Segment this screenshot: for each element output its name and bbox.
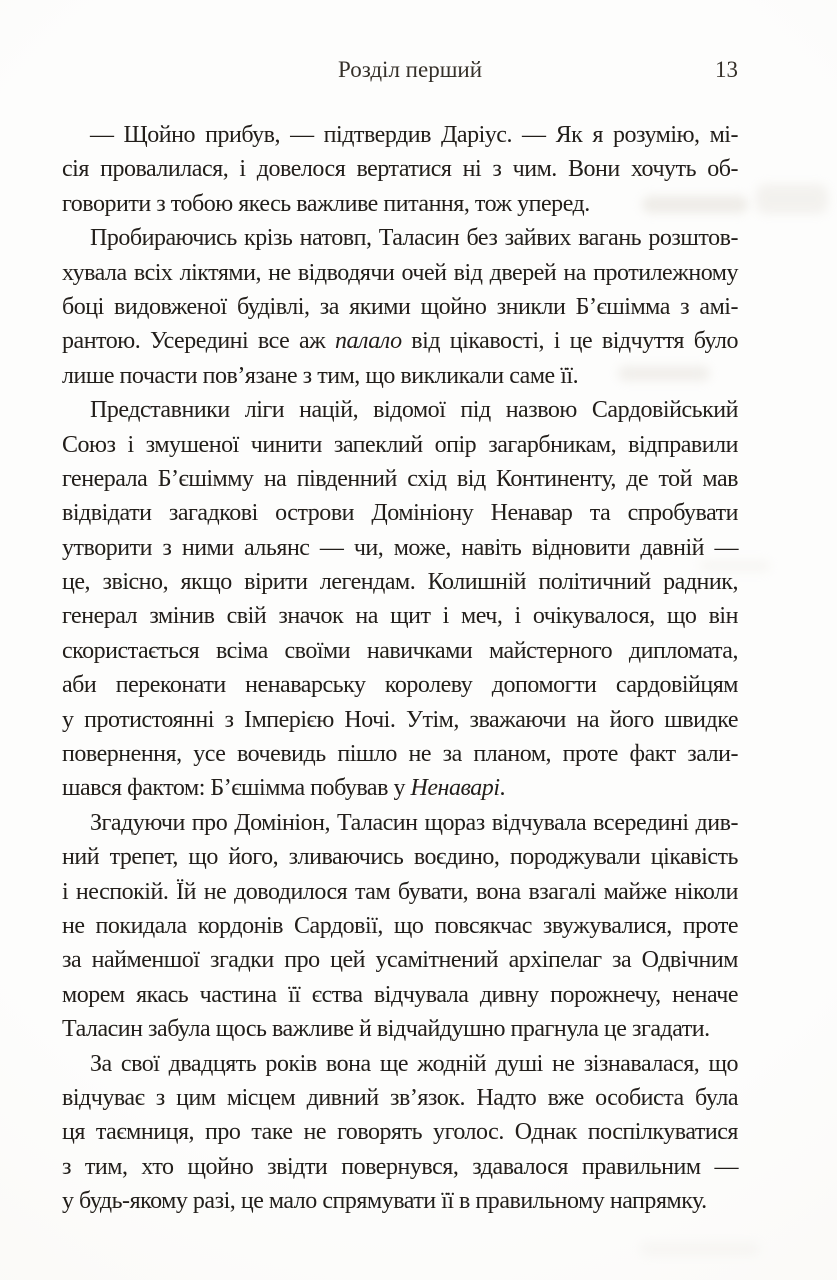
text-line — [62, 1115, 738, 1149]
text-segment: скористається всіма своїми навичками майстерного дипломата, — [62, 637, 738, 664]
scan-bleed-artifact — [756, 184, 828, 214]
text-segment: лише почасти пов’язане з тим, що викликали саме її. — [62, 362, 579, 389]
italic-text: Ненаварі — [410, 775, 500, 802]
text-line — [62, 909, 738, 943]
text-line — [62, 737, 738, 771]
text-line — [62, 359, 738, 393]
text-segment: генерал змінив свій значок на щит і меч, і очікувалося, що він — [62, 603, 738, 630]
text-segment: За свої двадцять років вона ще жодній душі не зізнавалася, що — [90, 1050, 738, 1077]
text-segment: Згадуючи про Домініон, Таласин щораз відчувала всередині див- — [90, 809, 738, 836]
text-segment: ний трепет, що його, зливаючись воєдино, породжували цікавість — [62, 844, 738, 871]
text-line — [62, 1184, 738, 1218]
paragraph — [62, 806, 738, 1047]
text-segment: утворити з ними альянс — чи, може, навіть відновити давній — — [62, 534, 738, 561]
text-segment: сія провалилася, і довелося вертатися ні з чим. Вони хочуть об- — [62, 156, 738, 183]
text-line — [62, 703, 738, 737]
body-text — [62, 118, 738, 1219]
page-number: 13 — [715, 57, 738, 82]
text-line — [62, 187, 738, 221]
text-segment: Пробираючись крізь натовп, Таласин без зайвих вагань розштов- — [90, 225, 738, 252]
text-line — [62, 1047, 738, 1081]
text-line — [62, 462, 738, 496]
text-line — [62, 634, 738, 668]
text-line — [62, 118, 738, 152]
text-segment: за найменшої згадки про цей усамітнений архіпелаг за Одвічним — [62, 947, 738, 974]
text-segment: з тим, хто щойно звідти повернувся, здавалося правильним — — [62, 1153, 738, 1180]
page-header — [62, 55, 738, 87]
text-line — [62, 978, 738, 1012]
scan-bleed-artifact — [640, 1242, 760, 1256]
text-segment: говорити з тобою якесь важливе питання, тож уперед. — [62, 190, 590, 217]
text-line — [62, 840, 738, 874]
text-line — [62, 324, 738, 358]
text-segment: Представники ліги націй, відомої під назвою Сардовійський — [90, 397, 738, 424]
paragraph — [62, 118, 738, 221]
text-line — [62, 290, 738, 324]
text-segment: у будь-якому разі, це мало спрямувати її в правильному напрямку. — [62, 1188, 707, 1215]
text-segment: і неспокій. Їй не доводилося там бувати, вона взагалі майже ніколи — [62, 878, 738, 905]
text-line — [62, 256, 738, 290]
text-line — [62, 1081, 738, 1115]
text-segment: шався фактом: Б’єшімма побував у — [62, 775, 411, 802]
text-segment: аби переконати ненаварську королеву допомогти сардовійцям — [62, 672, 738, 699]
text-segment: ця таємниця, про таке не говорять уголос. Однак поспілкуватися — [62, 1119, 738, 1146]
paragraph — [62, 221, 738, 393]
italic-text: палало — [334, 328, 402, 355]
text-segment: — Щойно прибув, — підтвердив Даріус. — Як я розумію, мі- — [90, 122, 738, 148]
text-segment: це, звісно, якщо вірити легендам. Колишній політичний радник, — [62, 569, 738, 596]
text-line — [62, 668, 738, 702]
paragraph — [62, 393, 738, 806]
text-segment: у протистоянні з Імперією Ночі. Утім, зважаючи на його швидке — [62, 706, 738, 733]
text-line — [62, 152, 738, 186]
text-segment: відвідати загадкові острови Домініону Ненавар та спробувати — [62, 500, 738, 527]
text-line — [62, 806, 738, 840]
text-segment: хувала всіх ліктями, не відводячи очей від дверей на протилежному — [62, 259, 738, 286]
text-segment: морем якась частина її єства відчувала дивну порожнечу, неначе — [62, 981, 738, 1008]
text-line — [62, 943, 738, 977]
running-title: Розділ перший — [337, 57, 483, 82]
text-line — [62, 393, 738, 427]
text-line — [62, 771, 738, 805]
text-line — [62, 565, 738, 599]
text-line — [62, 496, 738, 530]
text-line — [62, 428, 738, 462]
text-segment: Таласин забула щось важливе й відчайдушно прагнула це згадати. — [62, 1016, 710, 1043]
text-line — [62, 531, 738, 565]
text-segment: генерала Б’єшімму на південний схід від Континенту, де той мав — [62, 465, 738, 492]
text-line — [62, 875, 738, 909]
text-segment: Союз і змушеної чинити запеклий опір загарбникам, відправили — [62, 431, 738, 458]
text-segment: . — [499, 775, 506, 802]
text-segment: боці видовженої будівлі, за якими щойно зникли Б’єшімма з амі- — [62, 293, 738, 320]
text-line — [62, 221, 738, 255]
text-segment: від цікавості, і це відчуття було — [401, 328, 738, 355]
text-line — [62, 1012, 738, 1046]
text-segment: відчуває з цим місцем дивний зв’язок. Надто вже особиста була — [62, 1084, 738, 1111]
paragraph — [62, 1047, 738, 1219]
text-segment: рантою. Усередині все аж — [62, 328, 335, 355]
text-line — [62, 1150, 738, 1184]
text-segment: не покидала кордонів Сардовії, що повсякчас звужувалися, проте — [62, 912, 738, 939]
text-line — [62, 599, 738, 633]
text-segment: повернення, усе вочевидь пішло не за планом, проте факт зали- — [62, 741, 738, 768]
